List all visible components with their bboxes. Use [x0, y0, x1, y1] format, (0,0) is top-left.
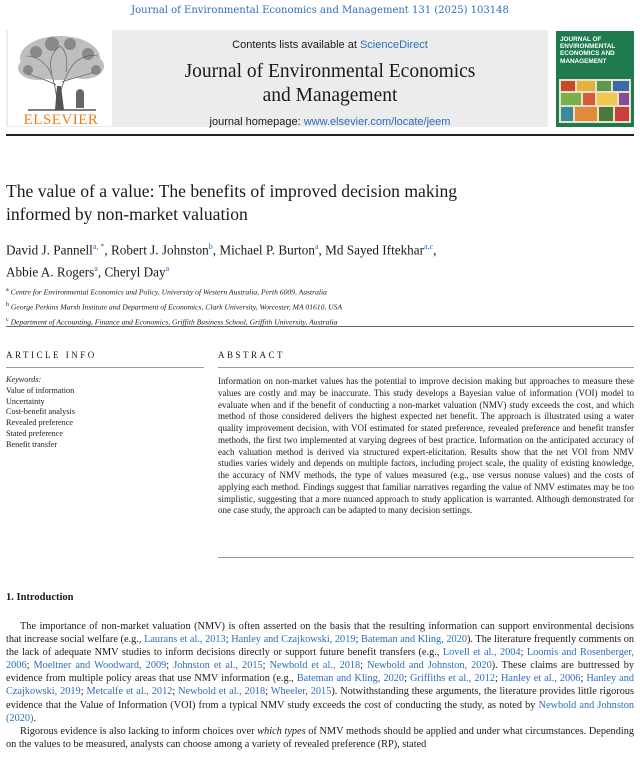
citation-link[interactable]: Bateman and Kling, 2020 [361, 634, 467, 646]
author-name[interactable]: Cheryl Day [104, 264, 166, 280]
article-title [6, 180, 626, 226]
introduction-heading: 1. Introduction [6, 592, 74, 603]
author-affiliation-mark[interactable]: a [165, 264, 170, 274]
homepage-link[interactable]: www.elsevier.com/locate/jeem [303, 116, 451, 128]
cover-title: JOURNAL OF ENVIRONMENTAL ECONOMICS AND MANAGEMENT [560, 36, 616, 65]
body-text: ; [520, 647, 527, 659]
body-text: of NMV methods should be applied and under what circumstances. Depending on the values to be measured, analysts can choose among a variety of revealed preference (RP), stated [6, 725, 634, 750]
affiliations [6, 284, 626, 329]
author-affiliation-mark[interactable]: b [208, 242, 213, 251]
keyword-item: Cost-benefit analysis [6, 407, 75, 417]
body-text: ; [360, 660, 368, 672]
body-text: ; [265, 686, 271, 698]
abstract-text: Information on non-market values has the potential to improve decision making but approaches to measure these values are costly and may be inaccurate. This study develops a Bayesian value of information (VOI) model to evaluate when and if the benefit of conducting a non-market valuation (NMV) study exceeds the cost, and which method of those considered delivers the highest expected net benefit. The approach is illustrated using a water quality improvement decision, with VOI estimated for stated preference, revealed preference and benefit transfer methods, the first two implemented at varying degrees of best practice. Information on the anticipated accuracy of each valuation method is derived via structured expert-elicitation. Results show that the net VOI from NMV studies varies widely and depends on multiple factors, including project scale, the quality of existing knowledge, the accuracy of NMV methods, the type of values measured (e.g., use versus nonuse values) and the costs of applying each method. Findings suggest that familiar narratives regarding the value of NMV estimates may be too simplistic, suggesting that a more nuanced approach to study application is warranted. Although demonstrated for one case study, the approach can be adapted to many decision settings. [218, 376, 634, 516]
introduction-paragraph-1 [6, 620, 634, 725]
affiliation-item: $^c$ Department of Accounting, Finance and Economics, Griffith Business School, Griffith University, Australia [6, 317, 338, 327]
body-text: Rigorous evidence is also lacking to inform choices over [20, 725, 258, 737]
journal-citation: Journal of Environmental Economics and Management 131 (2025) 103148 [131, 5, 509, 16]
author-name[interactable]: Abbie A. Rogers [6, 264, 95, 280]
article-info-heading: ARTICLE INFO [6, 350, 97, 360]
body-text: . [33, 712, 37, 724]
body-text: ; [225, 634, 232, 646]
body-text: The importance of non-market valuation (NMV) is often asserted on the basis that the resulting information can support environmental decisions that increase social welfare (e.g., [6, 621, 634, 646]
citation-link[interactable]: Moeltner and Woodward, 2009 [33, 660, 167, 672]
journal-homepage [120, 116, 540, 128]
section-rule [6, 326, 634, 327]
keywords-list [6, 375, 206, 451]
body-text: ; [80, 686, 87, 698]
contents-line [120, 39, 540, 51]
citation-link[interactable]: Hanley and Czajkowski, 2019 [231, 634, 356, 646]
author-affiliation-mark[interactable]: a,c [424, 242, 434, 251]
citation-link[interactable]: Wheeler, 2015 [270, 686, 332, 698]
citation-link[interactable]: Newbold et al., 2018 [269, 660, 361, 672]
abstract-heading: ABSTRACT [218, 350, 286, 360]
keyword-item: Benefit transfer [6, 439, 58, 449]
author-line-2: Abbie A. Rogers$^a$, Cheryl Day$^a$ [6, 264, 170, 280]
contents-prefix: Contents lists available at [232, 39, 360, 51]
author-list [6, 237, 626, 282]
body-text: ; [166, 660, 174, 672]
citation-link[interactable]: Loomis and Rosenberger, 2006 [6, 647, 635, 672]
author-name[interactable]: Md Sayed Iftekhar [325, 242, 425, 258]
keywords-label: Keywords: [6, 375, 42, 384]
sciencedirect-link[interactable]: ScienceDirect [359, 39, 428, 51]
citation-link[interactable]: Bateman and Kling, 2020 [296, 673, 405, 685]
body-text: ). Notwithstanding these arguments, the literature provides little rigorous evidence that the Value of Information (VOI) from a typical NMV study exceeds the cost of conducting the study, as noted by [6, 686, 635, 711]
affiliation-item: $^a$ Centre for Environmental Economics and Policy, University of Western Australia, Perth 6009, Australia [6, 287, 327, 297]
cover-artwork [559, 79, 631, 123]
citation-link[interactable]: Lovell et al., 2004 [442, 647, 521, 659]
author-name[interactable]: David J. Pannell [6, 242, 93, 258]
author-affiliation-mark[interactable]: a [314, 242, 319, 251]
body-text: ; [580, 673, 587, 685]
journal-title-line-1: Journal of Environmental Economics [184, 61, 476, 82]
author-affiliation-mark[interactable]: a, * [92, 242, 105, 251]
article-info-rule [6, 367, 204, 368]
author-affiliation-mark[interactable]: a [94, 264, 98, 274]
body-text: ). These claims are buttressed by evidence from multiple policy areas that use NMV information (e.g., [6, 660, 634, 685]
citation-link[interactable]: Metcalfe et al., 2012 [86, 686, 173, 698]
abstract-bottom-rule [218, 557, 634, 558]
citation-link[interactable]: Griffiths et al., 2012 [409, 673, 496, 685]
article-title-line-1: The value of a value: The benefits of improved decision making [6, 181, 458, 201]
journal-title-line-2: and Management [262, 85, 398, 106]
homepage-prefix: journal homepage: [209, 116, 304, 128]
citation-link[interactable]: Newbold and Johnston (2020) [6, 699, 634, 724]
body-text: ; [262, 660, 270, 672]
keyword-item: Value of information [6, 385, 75, 395]
author-name[interactable]: Michael P. Burton [219, 242, 315, 258]
keyword-item: Uncertainty [6, 396, 45, 406]
body-text: ; [355, 634, 361, 646]
citation-link[interactable]: Hanley et al., 2006 [500, 673, 581, 685]
introduction-body [6, 620, 634, 751]
citation-link[interactable]: Johnston et al., 2015 [173, 660, 263, 672]
body-text: ; [495, 673, 501, 685]
body-text: ; [172, 686, 179, 698]
affiliation-item: $^b$ George Perkins Marsh Institute and Department of Economics, Clark University, Worcester, MA 01610, USA [6, 302, 343, 312]
masthead-rule [6, 134, 634, 136]
body-text: ; [26, 660, 34, 672]
introduction-paragraph-2 [6, 725, 634, 751]
citation-link[interactable]: Laurans et al., 2013 [144, 634, 226, 646]
journal-cover[interactable] [556, 31, 634, 127]
citation-link[interactable]: Newbold and Johnston, 2020 [367, 660, 492, 672]
author-line-1: David J. Pannell$^{a, *}$, Robert J. Johnston$^b$, Michael P. Burton$^a$, Md Sayed Iftekhar$^{a,c}$, [6, 242, 437, 258]
body-text: ; [404, 673, 410, 685]
emphasis-text: which types [257, 725, 306, 737]
citation-link[interactable]: Newbold et al., 2018 [178, 686, 266, 698]
abstract-rule [218, 367, 634, 368]
body-text: ). The literature frequently comments on the lack of adequate NMV studies to inform decisions directly or support future benefit transfers (e.g., [6, 634, 635, 659]
citation-link[interactable]: Hanley and Czajkowski, 2019 [6, 673, 635, 698]
journal-title [120, 60, 540, 108]
publisher-name: ELSEVIER [23, 112, 99, 128]
keyword-item: Stated preference [6, 428, 64, 438]
keyword-item: Revealed preference [6, 418, 74, 428]
author-name[interactable]: Robert J. Johnston [110, 242, 209, 258]
article-title-line-2: informed by non-market valuation [6, 204, 248, 224]
